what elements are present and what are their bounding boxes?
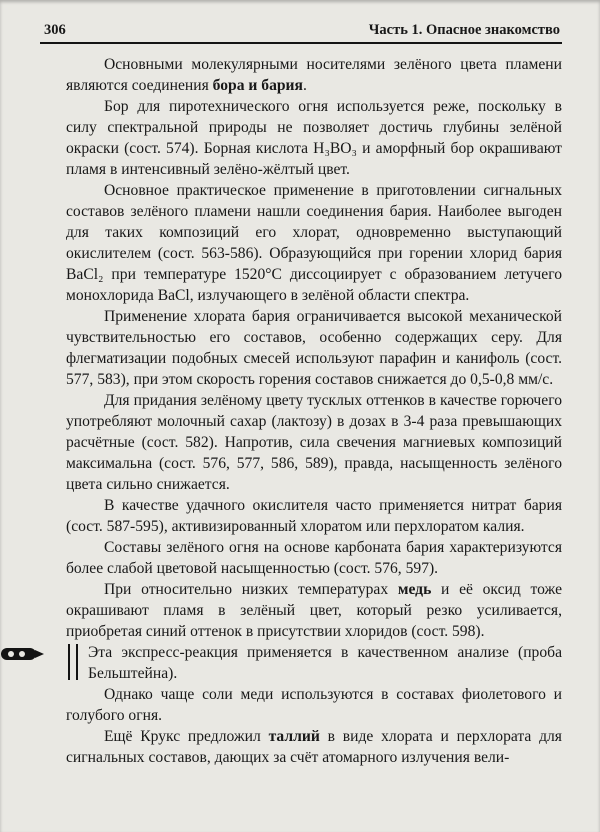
paragraph — [66, 306, 562, 390]
paragraph-text: Бор для пиротехнического огня используется реже, поскольку в силу спектральной природы не позволяет достичь глубины зелёной окраски (сост. 574). Борная кислота H₃BO₃ и аморфный бор окрашивают пламя в интенсивный зелёно-жёлтый цвет. — [66, 98, 562, 178]
paragraph — [66, 54, 562, 96]
page-header — [40, 22, 562, 42]
note-paragraph — [66, 642, 562, 684]
paragraph-text: Основными молекулярными носителями зелёного цвета пламени являются соединения — [66, 56, 562, 94]
paragraph-text: В качестве удачного окислителя часто применяется нитрат бария (сост. 587-595), активизированный хлоратом или перхлоратом калия. — [66, 497, 562, 535]
paragraph-text: Для придания зелёному цвету тусклых оттенков в качестве горючего употребляют молочный сахар (лактозу) в дозах в 3-4 раза превышающих расчётные (сост. 582). Напротив, сила свечения магниевых композиций максимальна (сост. 576, 577, 586, 589), правда, насыщенность зелёного цвета сильно снижается. — [66, 392, 562, 493]
double-bar-mark — [68, 644, 78, 680]
paragraph-text: Ещё Крукс предложил — [104, 728, 269, 745]
header-rule — [40, 42, 562, 44]
chapter-title: Часть 1. Опасное знакомство — [368, 22, 560, 38]
paragraph-text: . — [302, 77, 307, 94]
paragraph — [66, 726, 562, 768]
page-text — [66, 54, 562, 768]
paragraph — [66, 684, 562, 726]
paragraph-text: Однако чаще соли меди используются в составах фиолетового и голубого огня. — [66, 686, 562, 724]
paragraph — [66, 96, 562, 180]
bold-term: таллий — [268, 728, 320, 745]
paragraph — [66, 495, 562, 537]
paragraph-text: При относительно низких температурах — [104, 581, 398, 598]
paragraph — [66, 180, 562, 306]
paragraph-text: Основное практическое применение в приготовлении сигнальных составов зелёного пламени нашли соединения бария. Наиболее выгоден для таких композиций его хлорат, одновременно выступающий окислителем (сост. 563-586). Образующийся при горении хлорид бария BaCl₂ при температуре 1520°С диссоциирует с образованием летучего монохлорида BaCl, излучающего в зелёной области спектра. — [66, 182, 562, 304]
page-number: 306 — [44, 22, 66, 38]
paragraph — [66, 390, 562, 495]
paragraph-text: Применение хлората бария ограничивается высокой механической чувствительностью его составов, особенно содержащих серу. Для флегматизации подобных смесей используют парафин и канифоль (сост. 577, 583), при этом скорость горения составов снижается до 0,5-0,8 мм/с. — [66, 308, 562, 388]
paragraph-text: Эта экспресс-реакция применяется в качественном анализе (проба Бельштейна). — [88, 644, 562, 682]
bold-term: бора и бария — [212, 77, 303, 94]
paragraph-text: в виде хлората и перхлората для сигнальных составов, дающих за счёт атомарного излучения вели- — [66, 728, 562, 766]
paragraph — [66, 579, 562, 642]
glasses-icon — [0, 645, 46, 663]
paragraph-text: и её оксид тоже окрашивают пламя в зелёный цвет, который резко усиливается, приобретая синий оттенок в присутствии хлоридов (сост. 598). — [66, 581, 562, 640]
paragraph — [66, 537, 562, 579]
bold-term: медь — [397, 581, 432, 598]
margin-note-row — [66, 642, 562, 684]
paragraph-text: Составы зелёного огня на основе карбоната бария характеризуются более слабой цветовой насыщенностью (сост. 576, 597). — [66, 539, 562, 577]
